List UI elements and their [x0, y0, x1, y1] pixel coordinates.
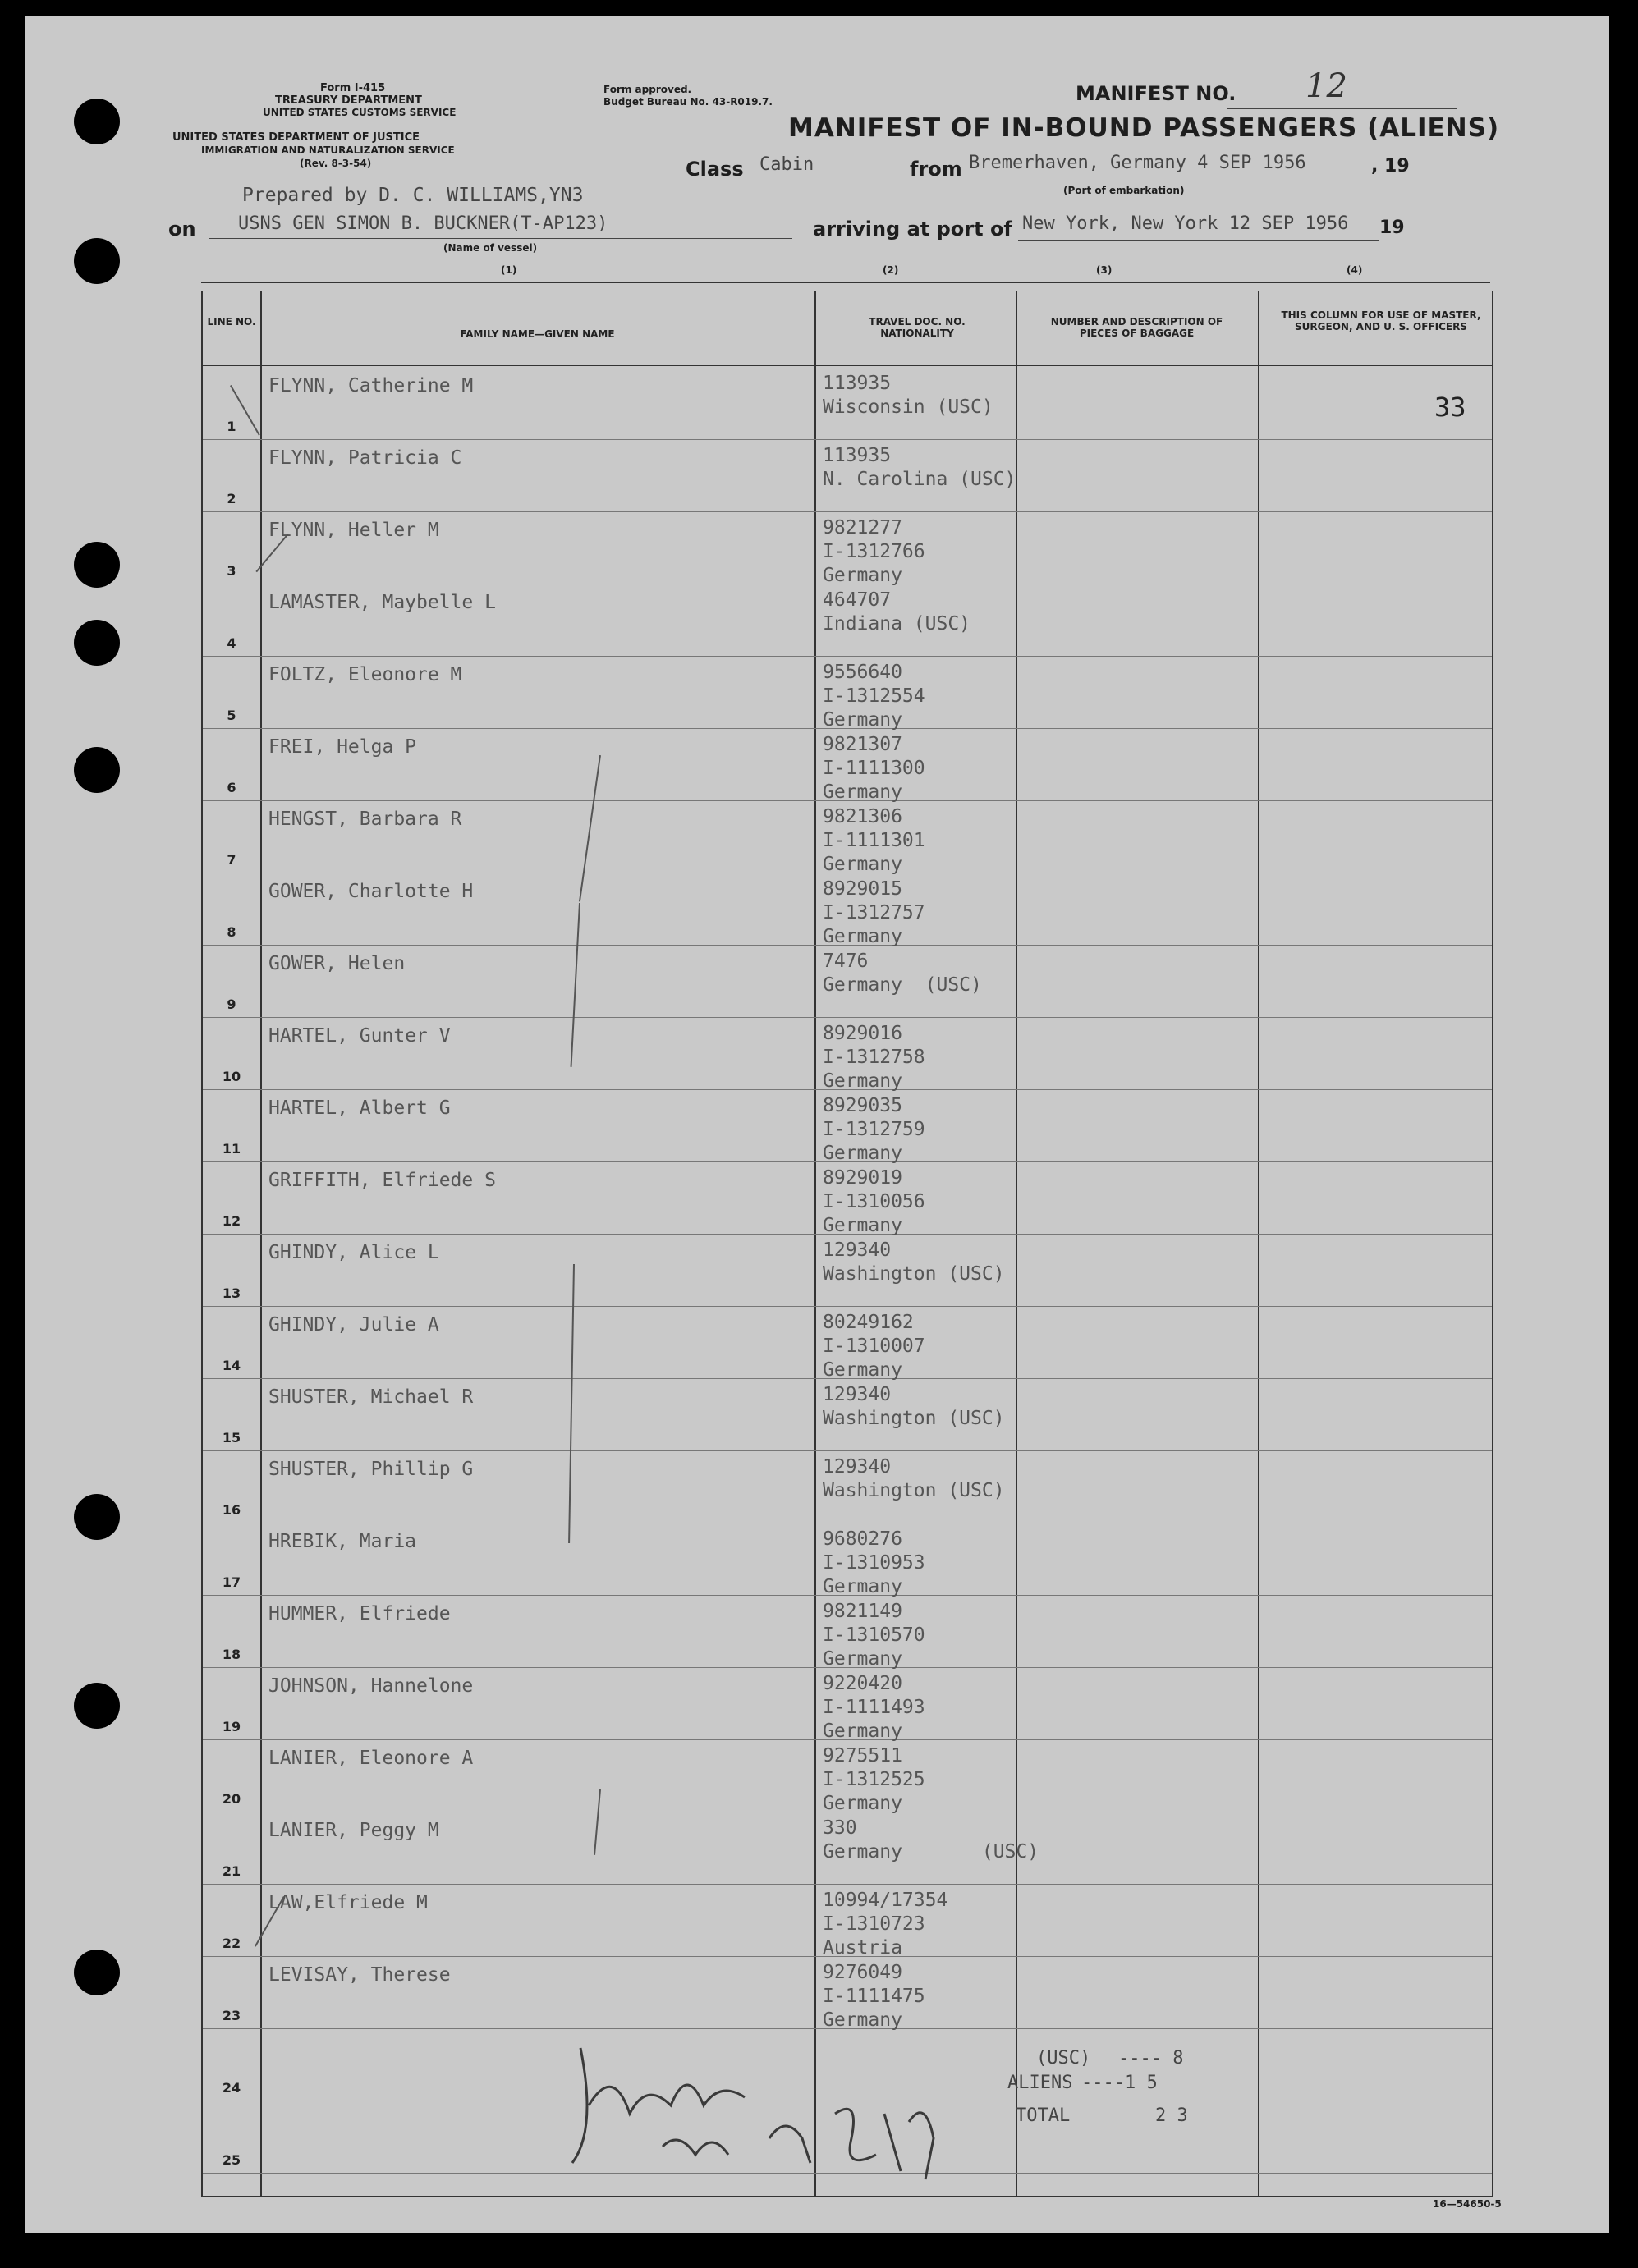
line-number: 15: [222, 1430, 241, 1446]
binder-hole: [74, 747, 120, 793]
table-row: [203, 1739, 1492, 1812]
header-baggage: NUMBER AND DESCRIPTION OF PIECES OF BAGGAGE: [1050, 316, 1223, 339]
binder-hole: [74, 238, 120, 284]
binder-hole: [74, 542, 120, 588]
class-label: Class: [686, 158, 744, 181]
passenger-name: GRIFFITH, Elfriede S: [268, 1170, 496, 1191]
budget-bureau: Budget Bureau No. 43-R019.7.: [603, 96, 773, 108]
table-row: [203, 1956, 1492, 2029]
passenger-name: HUMMER, Elfriede: [268, 1603, 451, 1624]
travel-doc-nationality: 8929019 I-1310056 Germany: [823, 1167, 925, 1236]
binder-hole: [74, 620, 120, 666]
line-number: 12: [222, 1213, 241, 1229]
grand-total-label: TOTAL: [1016, 2105, 1071, 2126]
line-number: 25: [222, 2152, 241, 2168]
passenger-name: LANIER, Eleonore A: [268, 1748, 474, 1769]
revision: (Rev. 8-3-54): [300, 158, 372, 169]
travel-doc-nationality: 129340 Washington (USC): [823, 1239, 1005, 1285]
table-row: [203, 945, 1492, 1018]
line-number: 7: [227, 852, 236, 868]
travel-doc-nationality: 129340 Washington (USC): [823, 1384, 1005, 1429]
header-line-no: LINE NO.: [207, 316, 256, 328]
travel-doc-nationality: 9220420 I-1111493 Germany: [823, 1673, 925, 1742]
table-row: [203, 439, 1492, 512]
justice-dept: UNITED STATES DEPARTMENT OF JUSTICE: [172, 131, 420, 144]
passenger-name: HENGST, Barbara R: [268, 809, 462, 830]
col-num-2: (2): [883, 264, 899, 276]
table-row: [203, 1234, 1492, 1307]
line-number: 17: [222, 1574, 241, 1590]
passenger-name: FLYNN, Heller M: [268, 520, 439, 541]
table-row: [203, 1884, 1492, 1957]
class-value: Cabin: [759, 154, 814, 175]
table-row: [203, 1161, 1492, 1235]
table-row: [203, 1017, 1492, 1090]
travel-doc-nationality: 8929015 I-1312757 Germany: [823, 878, 925, 947]
from-value: Bremerhaven, Germany 4 SEP 1956: [969, 153, 1306, 173]
line-number: 4: [227, 635, 236, 651]
table-row: [203, 656, 1492, 729]
travel-doc-nationality: 9275511 I-1312525 Germany: [823, 1745, 925, 1814]
table-row: [203, 800, 1492, 873]
table-row: [203, 1378, 1492, 1451]
line-number: 24: [222, 2080, 241, 2096]
grand-total-value: 2 3: [1155, 2105, 1188, 2126]
binder-hole: [74, 1683, 120, 1729]
line-number: 5: [227, 708, 236, 723]
line-number: 8: [227, 924, 236, 940]
travel-doc-nationality: 9680276 I-1310953 Germany: [823, 1528, 925, 1597]
travel-doc-nationality: 113935 N. Carolina (USC): [823, 445, 1016, 490]
arrival-underline: [1018, 240, 1379, 241]
year-suffix-2: 19: [1379, 218, 1405, 238]
header-rule: [203, 365, 1492, 366]
passenger-name: HARTEL, Albert G: [268, 1097, 451, 1119]
passenger-name: SHUSTER, Phillip G: [268, 1459, 474, 1480]
usc-total-value: ---- 8: [1118, 2048, 1184, 2069]
port-embark-caption: (Port of embarkation): [1063, 185, 1185, 196]
line-number: 14: [222, 1358, 241, 1373]
form-approved: Form approved.: [603, 84, 692, 95]
passenger-name: FREI, Helga P: [268, 736, 417, 758]
arriving-label: arriving at port of: [813, 218, 1012, 241]
line-number: 13: [222, 1285, 241, 1301]
line-number: 6: [227, 780, 236, 795]
header-name: FAMILY NAME—GIVEN NAME: [460, 328, 615, 340]
travel-doc-nationality: 113935 Wisconsin (USC): [823, 373, 993, 418]
line-number: 16: [222, 1502, 241, 1518]
passenger-name: LAW,Elfriede M: [268, 1892, 428, 1913]
vessel-name: USNS GEN SIMON B. BUCKNER(T-AP123): [238, 213, 608, 234]
manifest-number: 12: [1305, 67, 1347, 105]
aliens-total-label: ALIENS: [1007, 2073, 1073, 2093]
line-number: 1: [227, 419, 236, 434]
footer-code: 16—54650-5: [1433, 2198, 1502, 2210]
manifest-no-label: MANIFEST NO.: [1076, 82, 1237, 105]
arrival-port: New York, New York 12 SEP 1956: [1022, 213, 1349, 234]
table-top-rule: [201, 282, 1490, 283]
usc-total-label: (USC): [1036, 2048, 1091, 2069]
passenger-name: FOLTZ, Eleonore M: [268, 664, 462, 685]
travel-doc-nationality: 129340 Washington (USC): [823, 1456, 1005, 1501]
binder-hole: [74, 1494, 120, 1540]
manifest-sheet: [25, 16, 1609, 2233]
passenger-name: LEVISAY, Therese: [268, 1964, 451, 1986]
table-row: [203, 1306, 1492, 1379]
passenger-name: GHINDY, Alice L: [268, 1242, 439, 1263]
travel-doc-nationality: 9556640 I-1312554 Germany: [823, 662, 925, 731]
line-number: 9: [227, 997, 236, 1012]
passenger-name: FLYNN, Catherine M: [268, 375, 474, 396]
table-row: [203, 367, 1492, 440]
travel-doc-nationality: 9821307 I-1111300 Germany: [823, 734, 925, 803]
table-row: [203, 1595, 1492, 1668]
travel-doc-nationality: 9821277 I-1312766 Germany: [823, 517, 925, 586]
document-title: MANIFEST OF IN-BOUND PASSENGERS (ALIENS): [788, 113, 1500, 143]
table-row: [203, 1523, 1492, 1596]
line-number: 2: [227, 491, 236, 506]
form-number: Form I-415: [320, 82, 386, 94]
travel-doc-nationality: 80249162 I-1310007 Germany: [823, 1312, 925, 1381]
table-row: [203, 511, 1492, 584]
travel-doc-nationality: 10994/17354 I-1310723 Austria: [823, 1890, 948, 1959]
passenger-name: HREBIK, Maria: [268, 1531, 417, 1552]
line-number: 21: [222, 1863, 241, 1879]
passenger-table: [201, 291, 1493, 2197]
passenger-name: HARTEL, Gunter V: [268, 1025, 451, 1047]
line-number: 10: [222, 1069, 241, 1084]
passenger-name: LANIER, Peggy M: [268, 1820, 439, 1841]
travel-doc-nationality: 9276049 I-1111475 Germany: [823, 1962, 925, 2031]
on-label: on: [168, 218, 196, 241]
col-num-3: (3): [1096, 264, 1113, 276]
line-number: 11: [222, 1141, 241, 1157]
from-label: from: [910, 158, 962, 181]
header-travel-doc: TRAVEL DOC. NO. NATIONALITY: [869, 316, 966, 339]
line-number: 23: [222, 2008, 241, 2023]
passenger-name: GOWER, Charlotte H: [268, 881, 474, 902]
travel-doc-nationality: 7476 Germany (USC): [823, 951, 982, 996]
travel-doc-nationality: 330 Germany (USC): [823, 1817, 1039, 1863]
header-officers: THIS COLUMN FOR USE OF MASTER, SURGEON, AND U. S. OFFICERS: [1281, 309, 1481, 332]
passenger-name: FLYNN, Patricia C: [268, 447, 462, 469]
table-row: [203, 584, 1492, 657]
customs-service: UNITED STATES CUSTOMS SERVICE: [263, 107, 457, 118]
passenger-name: JOHNSON, Hannelone: [268, 1675, 474, 1697]
travel-doc-nationality: 8929035 I-1312759 Germany: [823, 1095, 925, 1164]
binder-hole: [74, 1950, 120, 1995]
vessel-caption: (Name of vessel): [443, 242, 538, 254]
passenger-name: LAMASTER, Maybelle L: [268, 592, 496, 613]
vessel-underline: [209, 238, 792, 239]
binder-hole: [74, 99, 120, 144]
inspector-signature: [564, 2032, 1073, 2196]
line-number: 19: [222, 1719, 241, 1734]
passenger-name: GOWER, Helen: [268, 953, 406, 974]
col-num-4: (4): [1347, 264, 1363, 276]
line-number: 22: [222, 1936, 241, 1951]
officer-count: 33: [1434, 392, 1466, 423]
travel-doc-nationality: 9821306 I-1111301 Germany: [823, 806, 925, 875]
prepared-by: Prepared by D. C. WILLIAMS,YN3: [242, 185, 584, 206]
table-row: [203, 1450, 1492, 1523]
line-number: 3: [227, 563, 236, 579]
manifest-no-underline: [1227, 108, 1457, 109]
aliens-total-value: ----1 5: [1081, 2073, 1158, 2093]
line-number: 20: [222, 1791, 241, 1807]
line-number: 18: [222, 1647, 241, 1662]
passenger-name: GHINDY, Julie A: [268, 1314, 439, 1336]
year-suffix: , 19: [1371, 156, 1410, 176]
travel-doc-nationality: 9821149 I-1310570 Germany: [823, 1601, 925, 1670]
table-row: [203, 1812, 1492, 1885]
treasury-dept: TREASURY DEPARTMENT: [275, 94, 422, 107]
table-row: [203, 1667, 1492, 1740]
travel-doc-nationality: 464707 Indiana (USC): [823, 589, 971, 635]
travel-doc-nationality: 8929016 I-1312758 Germany: [823, 1023, 925, 1092]
passenger-name: SHUSTER, Michael R: [268, 1386, 474, 1408]
table-row: [203, 1089, 1492, 1162]
table-row: [203, 728, 1492, 801]
ins-service: IMMIGRATION AND NATURALIZATION SERVICE: [201, 144, 455, 156]
table-row: [203, 873, 1492, 946]
col-num-1: (1): [501, 264, 517, 276]
